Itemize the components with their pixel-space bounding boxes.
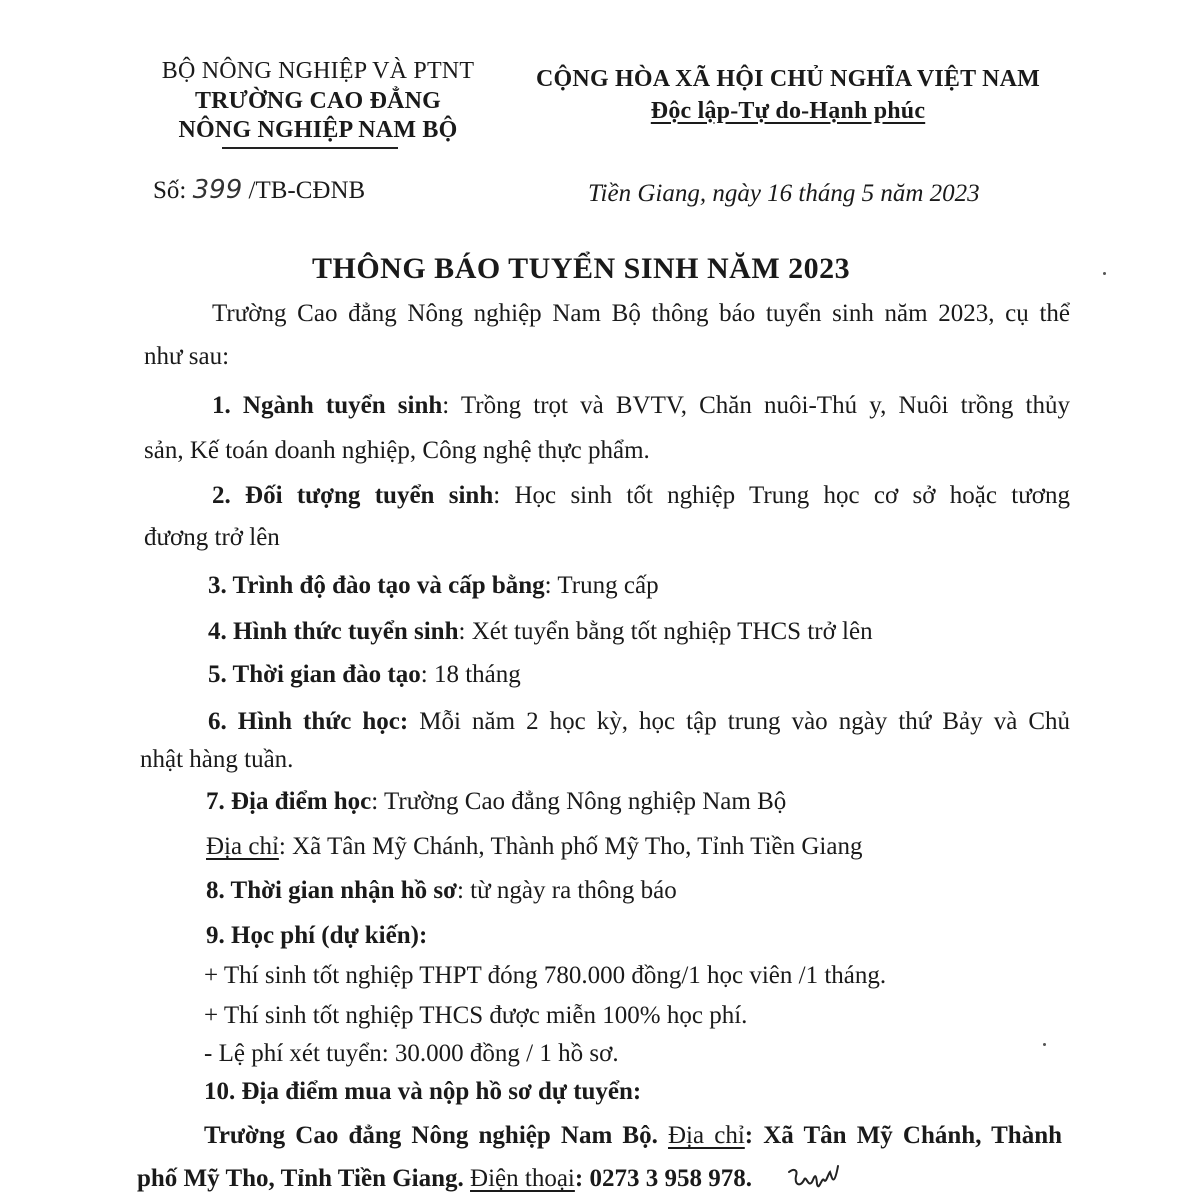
document-title: THÔNG BÁO TUYỂN SINH NĂM 2023 xyxy=(312,252,851,285)
scan-speck xyxy=(1103,272,1106,275)
item-1-text: : Trồng trọt và BVTV, Chăn nuôi-Thú y, Nuôi trồng thủy xyxy=(442,392,1070,419)
item-2-text: : Học sinh tốt nghiệp Trung học cơ sở hoặc tương xyxy=(493,482,1070,509)
item-2-line1 xyxy=(212,482,1070,511)
item-9-line2: + Thí sinh tốt nghiệp THCS được miễn 100% học phí. xyxy=(204,1002,748,1029)
item-7-label: 7. Địa điểm học xyxy=(206,788,372,815)
scan-speck xyxy=(1043,1043,1046,1046)
item-6-label: 6. Hình thức học: xyxy=(208,708,409,735)
item-8-label: 8. Thời gian nhận hồ sơ xyxy=(206,877,457,904)
item-10-line2 xyxy=(137,1165,752,1194)
item-7 xyxy=(206,788,786,817)
item-7-text: : Trường Cao đẳng Nông nghiệp Nam Bộ xyxy=(371,788,787,815)
intro-line1 xyxy=(212,300,1070,329)
item-7-address-text: : Xã Tân Mỹ Chánh, Thành phố Mỹ Tho, Tỉnh Tiền Giang xyxy=(278,833,863,860)
item-10-label: 10. Địa điểm mua và nộp hồ sơ dự tuyển: xyxy=(204,1078,642,1105)
item-3-text: : Trung cấp xyxy=(544,572,659,599)
item-8 xyxy=(206,877,677,906)
item-4-label: 4. Hình thức tuyển sinh xyxy=(208,618,459,645)
item-5-label: 5. Thời gian đào tạo xyxy=(208,661,421,688)
item-7-address-label: Địa chỉ xyxy=(206,833,279,860)
item-9-line1: + Thí sinh tốt nghiệp THPT đóng 780.000 đồng/1 học viên /1 tháng. xyxy=(204,962,887,989)
item-5 xyxy=(208,661,521,690)
item-9-line3: - Lệ phí xét tuyển: 30.000 đồng / 1 hồ sơ. xyxy=(204,1040,619,1067)
intro-line2: như sau: xyxy=(144,343,230,370)
place-date: Tiền Giang, ngày 16 tháng 5 năm 2023 xyxy=(588,180,980,207)
item-2-label: 2. Đối tượng tuyển sinh xyxy=(212,482,494,509)
document-number xyxy=(153,176,365,206)
item-9-label: 9. Học phí (dự kiến): xyxy=(206,922,428,949)
item-4-text: : Xét tuyển bằng tốt nghiệp THCS trở lên xyxy=(458,618,873,645)
ministry-name: BỘ NÔNG NGHIỆP VÀ PTNT xyxy=(161,58,475,84)
item-3-label: 3. Trình độ đào tạo và cấp bằng xyxy=(208,572,545,599)
item-6-line1 xyxy=(208,708,1070,737)
doc-number-handwritten: 399 xyxy=(192,175,243,205)
item-2-line2: đương trở lên xyxy=(144,524,280,551)
item-7-address xyxy=(206,833,862,862)
item-5-text: : 18 tháng xyxy=(420,661,521,688)
national-motto xyxy=(508,98,1068,125)
item-1-label: 1. Ngành tuyển sinh xyxy=(212,392,443,419)
doc-number-prefix: Số: xyxy=(153,177,187,204)
school-name-underline xyxy=(222,147,398,149)
item-6-line2: nhật hàng tuần. xyxy=(140,746,294,773)
item-10-address-text: : Xã Tân Mỹ Chánh, Thành xyxy=(744,1122,1063,1149)
item-6-text: Mỗi năm 2 học kỳ, học tập trung vào ngày thứ Bảy và Chủ xyxy=(408,708,1071,735)
item-10-phone: : 0273 3 958 978. xyxy=(574,1165,752,1192)
item-10-city: phố Mỹ Tho, Tỉnh Tiền Giang. xyxy=(137,1165,464,1192)
intro-line1-text: Trường Cao đẳng Nông nghiệp Nam Bộ thông báo tuyển sinh năm 2023, cụ thể xyxy=(212,300,1070,327)
item-10-school: Trường Cao đẳng Nông nghiệp Nam Bộ. xyxy=(204,1122,658,1149)
item-1-line2: sản, Kế toán doanh nghiệp, Công nghệ thực phẩm. xyxy=(144,437,650,464)
item-1-line1 xyxy=(212,392,1070,421)
item-4 xyxy=(208,618,873,647)
national-motto-text: Độc lập-Tự do-Hạnh phúc xyxy=(650,98,926,124)
school-name-line2: NÔNG NGHIỆP NAM BỘ xyxy=(178,117,458,143)
item-3 xyxy=(208,572,659,601)
item-10-line1 xyxy=(204,1122,1062,1151)
doc-number-suffix: /TB-CĐNB xyxy=(248,177,366,204)
item-10-phone-label: Điện thoại xyxy=(470,1165,575,1192)
item-10-address-label: Địa chỉ xyxy=(668,1122,745,1149)
item-8-text: : từ ngày ra thông báo xyxy=(456,877,677,904)
initials-signature xyxy=(786,1162,846,1198)
country-name: CỘNG HÒA XÃ HỘI CHỦ NGHĨA VIỆT NAM xyxy=(536,66,1040,92)
school-name-line1: TRƯỜNG CAO ĐẲNG xyxy=(194,88,442,114)
